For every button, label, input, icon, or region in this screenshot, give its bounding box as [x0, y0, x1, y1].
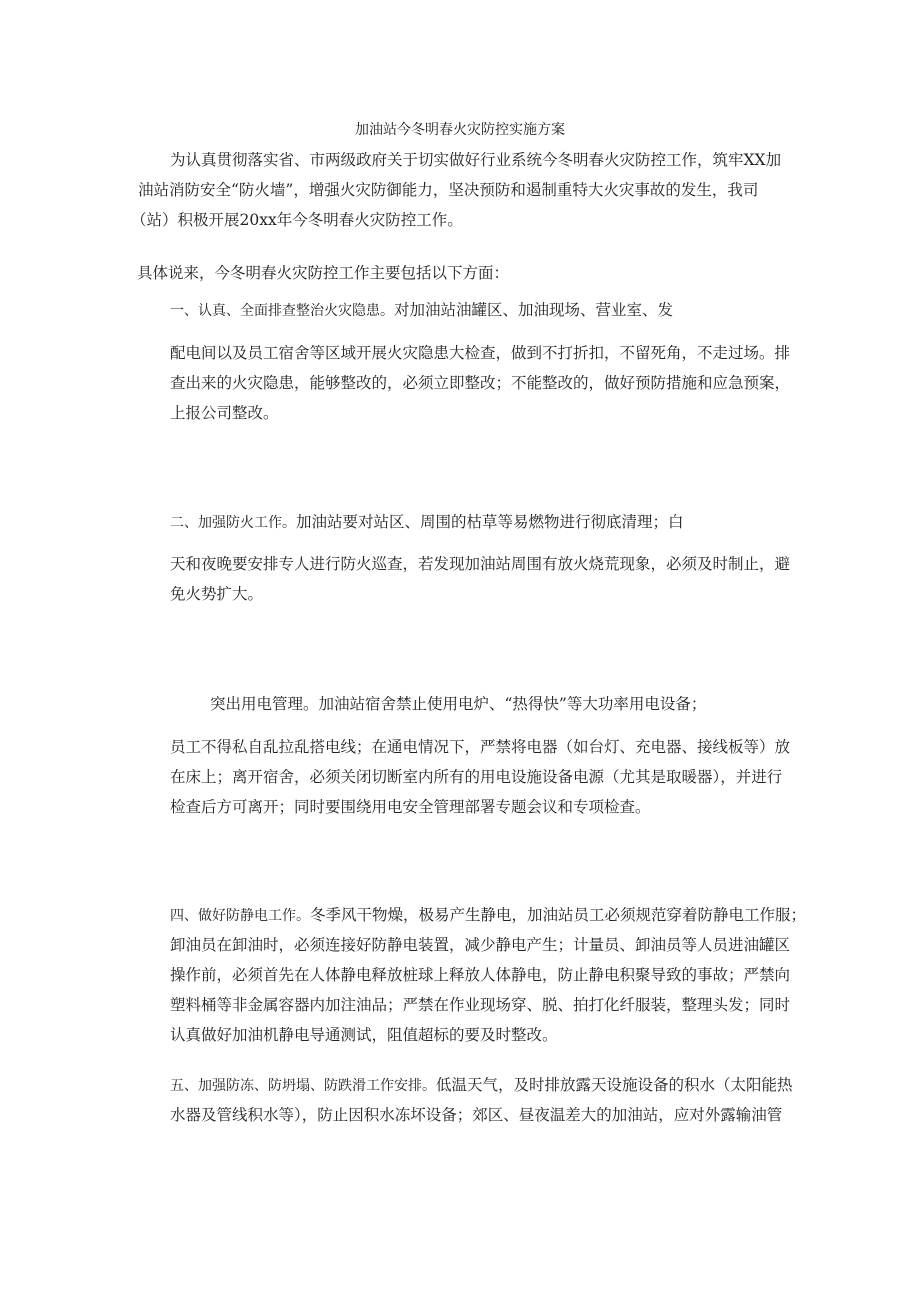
section-3-line-1: 突出用电管理。加油站宿舍禁止使用电炉、“热得快”等大功率用电设备；	[210, 695, 707, 713]
section-3-line-4: 检查后方可离开；同时要围绕用电安全管理部署专题会议和专项检查。	[170, 798, 651, 816]
section-1-first-line	[170, 300, 673, 321]
section-4-line-4: 塑料桶等非金属容器内加注油品；严禁在作业现场穿、脱、拍打化纤服装，整理头发；同时	[170, 996, 791, 1014]
intro-line-3: （站）积极开展20xx年今冬明春火灾防控工作。	[131, 211, 463, 229]
section-3-line-2: 员工不得私自乱拉乱搭电线；在通电情况下，严禁将电器（如台灯、充电器、接线板等）放	[170, 738, 791, 756]
section-5-line-2: 水器及管线积水等），防止因积水冻坏设备；郊区、昼夜温差大的加油站，应对外露输油管	[170, 1106, 783, 1124]
section-2-first-line	[170, 512, 684, 533]
section-5-first-line	[170, 1075, 793, 1096]
summary-line: 具体说来，今冬明春火灾防控工作主要包括以下方面：	[137, 264, 510, 282]
intro-line-1: 为认真贯彻落实省、市两级政府关于切实做好行业系统今冬明春火灾防控工作，筑牢XX加	[170, 151, 782, 169]
section-4-line-5: 认真做好加油机静电导通测试，阻值超标的要及时整改。	[170, 1026, 558, 1044]
section-1-line-3: 查出来的火灾隐患，能够整改的，必须立即整改；不能整改的，做好预防措施和应急预案，	[170, 374, 791, 392]
document-title: 加油站今冬明春火灾防控实施方案	[355, 122, 565, 138]
section-1-line-4: 上报公司整改。	[170, 404, 279, 422]
section-1-line-2: 配电间以及员工宿舍等区域开展火灾隐患大检查，做到不打折扣，不留死角，不走过场。排	[170, 344, 791, 362]
section-5-line-1-rest: 低温天气，及时排放露天设施设备的积水（太阳能热	[436, 1076, 793, 1094]
section-2-line-3: 免火势扩大。	[170, 585, 264, 603]
section-4-line-3: 操作前，必须首先在人体静电释放桩球上释放人体静电，防止静电积聚导致的事故；严禁向	[170, 966, 791, 984]
section-4-line-2: 卸油员在卸油时，必须连接好防静电装置，减少静电产生；计量员、卸油员等人员进油罐区	[170, 936, 791, 954]
section-2-line-2: 天和夜晚要安排专人进行防火巡查，若发现加油站周围有放火烧荒现象，必须及时制止，避	[170, 555, 791, 573]
section-1-heading: 一、认真、全面排查整治火灾隐患。	[170, 303, 394, 319]
section-1-line-1-rest: 对加油站油罐区、加油现场、营业室、发	[394, 301, 674, 319]
section-3-line-3: 在床上；离开宿舍，必须关闭切断室内所有的用电设施设备电源（尤其是取暖器），并进行	[170, 768, 783, 786]
intro-line-2: 油站消防安全“防火墙”，增强火灾防御能力，坚决预防和遏制重特大火灾事故的发生，我司	[138, 181, 759, 199]
section-5-heading: 五、加强防冻、防坍塌、防跌滑工作安排。	[170, 1078, 436, 1094]
section-4-line-1-rest: 冬季风干物燥，极易产生静电，加油站员工必须规范穿着防静电工作服；	[310, 906, 807, 924]
section-2-heading: 二、加强防火工作。	[170, 515, 296, 531]
section-2-line-1-rest: 加油站要对站区、周围的枯草等易燃物进行彻底清理；白	[296, 513, 684, 531]
section-4-first-line	[170, 905, 806, 926]
section-4-heading: 四、做好防静电工作。	[170, 908, 310, 924]
